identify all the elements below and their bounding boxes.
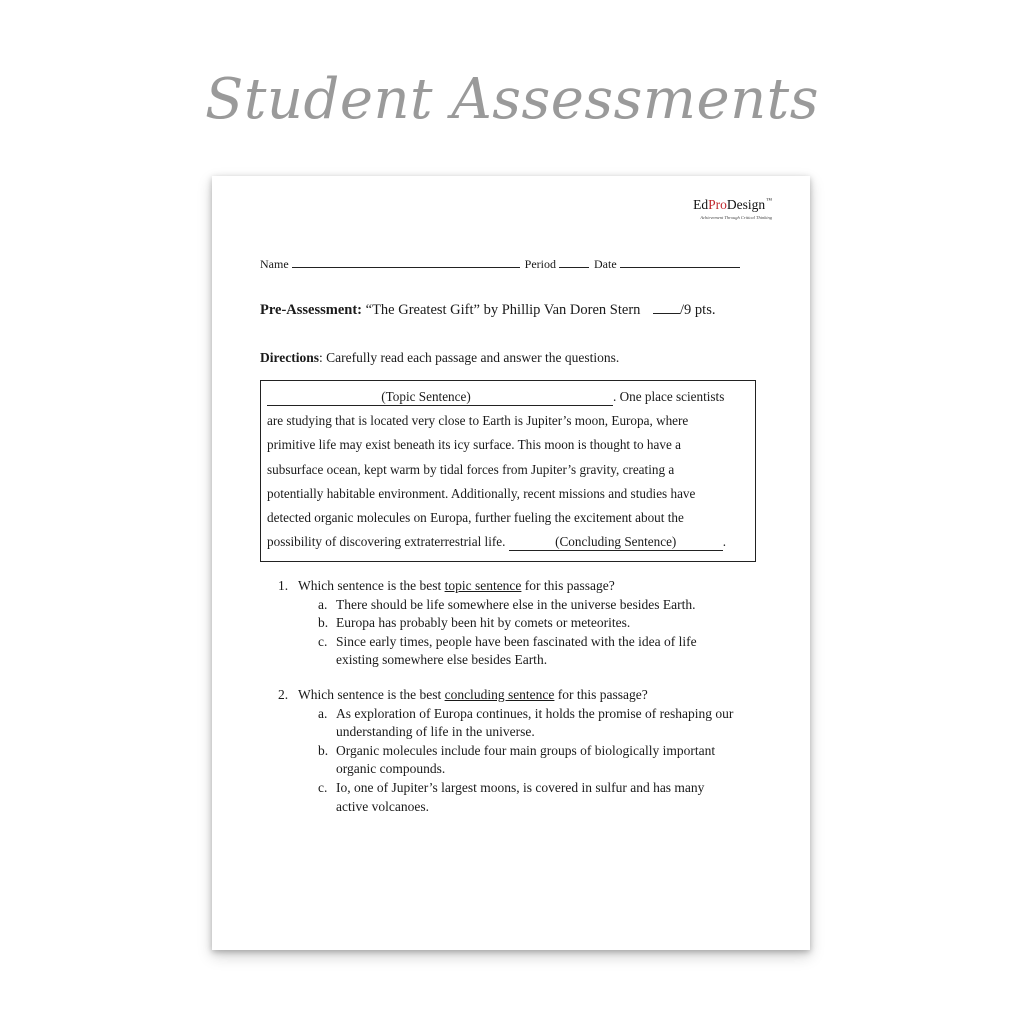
- option-letter: b.: [318, 742, 329, 758]
- name-label: Name: [260, 257, 289, 271]
- passage-line: primitive life may exist beneath its icy surface. This moon is thought to have a: [267, 437, 681, 453]
- question-number: 2.: [278, 686, 289, 702]
- option-text: Io, one of Jupiter’s largest moons, is covered in sulfur and has many active volcanoes.: [336, 779, 705, 814]
- passage-line: are studying that is located very close to Earth is Jupiter’s moon, Europa, where: [267, 413, 689, 429]
- brand-tagline: Achievement Through Critical Thinking: [700, 214, 772, 220]
- answer-option[interactable]: [318, 742, 788, 779]
- worksheet-page: [212, 176, 810, 950]
- question-stem: [278, 577, 788, 596]
- answer-option[interactable]: [318, 614, 788, 633]
- score-blank[interactable]: [653, 303, 680, 314]
- answer-option[interactable]: [318, 633, 788, 670]
- student-info-line: [260, 256, 770, 272]
- option-letter: b.: [318, 615, 329, 631]
- period-blank[interactable]: [559, 256, 589, 268]
- option-letter: c.: [318, 633, 328, 649]
- option-letter: a.: [318, 596, 328, 612]
- question-list: [278, 577, 788, 832]
- work-title: “The Greatest Gift” by Phillip Van Doren Stern: [365, 302, 641, 318]
- question-stem: [278, 686, 788, 705]
- passage-line: potentially habitable environment. Additionally, recent missions and studies have: [267, 485, 696, 501]
- brand-logo: [693, 198, 772, 220]
- points-total: /9 pts.: [680, 302, 716, 318]
- question-1: [278, 577, 788, 670]
- answer-option[interactable]: [318, 705, 788, 742]
- passage-line: (Topic Sentence) . One place scientists: [267, 385, 755, 409]
- date-blank[interactable]: [620, 256, 740, 268]
- option-text: As exploration of Europa continues, it holds the promise of reshaping our understanding of life in the universe.: [336, 705, 734, 740]
- passage-box: [260, 380, 756, 562]
- answer-option[interactable]: [318, 779, 788, 816]
- passage-line: detected organic molecules on Europa, further fueling the excitement about the: [267, 510, 684, 526]
- question-2: [278, 686, 788, 816]
- passage-line: possibility of discovering extraterrestrial life. (Concluding Sentence) .: [267, 534, 726, 550]
- question-number: 1.: [278, 578, 289, 593]
- name-blank[interactable]: [292, 256, 520, 268]
- period-label: Period: [524, 257, 556, 271]
- question-text: Which sentence is the best topic sentence for this passage?: [298, 578, 615, 593]
- option-text: Europa has probably been hit by comets or meteorites.: [336, 615, 631, 631]
- pre-assessment-label: Pre-Assessment:: [260, 302, 363, 318]
- brand-name: EdProDesign™: [693, 197, 772, 212]
- concluding-sentence-blank[interactable]: (Concluding Sentence): [509, 534, 723, 551]
- option-text: There should be life somewhere else in the universe besides Earth.: [336, 596, 696, 612]
- option-text: Organic molecules include four main groups of biologically important organic compounds.: [336, 742, 716, 777]
- topic-sentence-blank[interactable]: (Topic Sentence): [267, 389, 613, 406]
- option-letter: a.: [318, 705, 328, 721]
- page-title: Student Assessments: [205, 67, 819, 132]
- option-text: Since early times, people have been fascinated with the idea of life existing somewhere else besides Earth.: [336, 633, 697, 668]
- directions: [260, 350, 780, 366]
- directions-label: Directions: [260, 350, 319, 365]
- question-text: Which sentence is the best concluding sentence for this passage?: [298, 686, 648, 702]
- answer-option[interactable]: [318, 596, 788, 615]
- passage-line: subsurface ocean, kept warm by tidal forces from Jupiter’s gravity, creating a: [267, 461, 675, 477]
- directions-text: : Carefully read each passage and answer the questions.: [319, 350, 620, 365]
- assessment-heading: [260, 302, 780, 319]
- date-label: Date: [594, 257, 617, 271]
- option-letter: c.: [318, 779, 328, 795]
